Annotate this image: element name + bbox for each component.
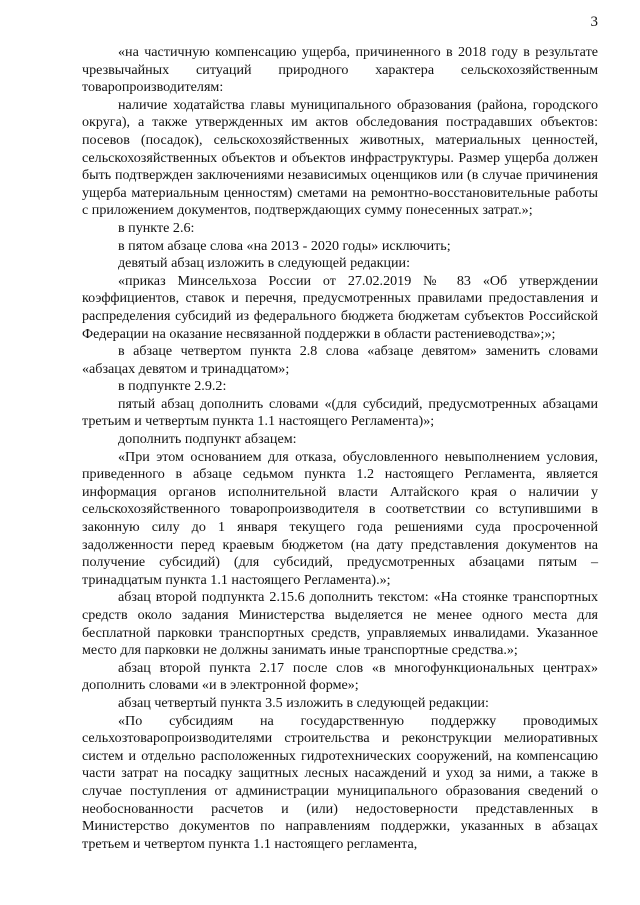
paragraph: абзац второй подпункта 2.15.6 дополнить текстом: «На стоянке транспортных средств около задания Министерства выделяется не менее одного места для бесплатной парковки транспортных средств, управляемых инвалидами. Указанное место для парковки не должны занимать иные транспортные средства.»;	[82, 589, 598, 659]
paragraph: в пятом абзаце слова «на 2013 - 2020 годы» исключить;	[118, 237, 451, 254]
paragraph: наличие ходатайства главы муниципального образования (района, городского округа), а также утвержденных им актов обследования пострадавших объектов: посевов (посадок), сельскохозяйственных животных, материальных ценностей, сельскохозяйственных объектов и объектов инфраструктуры. Размер ущерба должен быть подтвержден заключениями независимых оценщиков или (в случае причинения ущерба материальным ценностям) сметами на ремонтно-восстановительные работы с приложением документов, подтверждающих сумму понесенных затрат.»;	[82, 96, 598, 219]
paragraph: девятый абзац изложить в следующей редакции:	[118, 255, 411, 272]
paragraph: «По субсидиям на государственную поддержку проводимых сельхозтоваропроизводителями строительства и реконструкции мелиоративных систем и отдельно расположенных гидротехнических сооружений, на компенсацию части затрат на посадку защитных лесных насаждений и уход за ними, а также в случае поступления от администрации муниципального образования сведений о необоснованности расчетов и (или) недостоверности представленных в Министерство документов по направлениям поддержки, указанных в абзацах третьем и четвертом пункта 1.1 настоящего регламента,	[82, 712, 598, 852]
paragraph: в абзаце четвертом пункта 2.8 слова «абзаце девятом» заменить словами «абзацах девятом и тринадцатом»;	[82, 343, 598, 377]
paragraph: «на частичную компенсацию ущерба, причиненного в 2018 году в результате чрезвычайных ситуаций природного характера сельскохозяйственным товаропроизводителям:	[82, 44, 598, 96]
paragraph: абзац второй пункта 2.17 после слов «в многофункциональных центрах» дополнить словами «и в электронной форме»;	[82, 659, 598, 694]
paragraph: пятый абзац дополнить словами «(для субсидий, предусмотренных абзацами третьим и четвертым пункта 1.1 настоящего Регламента)»;	[82, 395, 598, 430]
paragraph: в пункте 2.6:	[118, 219, 195, 236]
page-number: 3	[590, 14, 598, 30]
paragraph: «приказ Минсельхоза России от 27.02.2019 № 83 «Об утверждении коэффициентов, ставок и перечня, предусмотренных правилами предоставления и распределения субсидий из федерального бюджета бюджетам субъектов Российской Федерации на оказание несвязанной поддержки в области растениеводства»;»;	[82, 272, 598, 342]
paragraph: «При этом основанием для отказа, обусловленного невыполнением условия, приведенного в абзаце седьмом пункта 1.2 настоящего Регламента, является информация органов исполнительной власти Алтайского края о наличии у сельскохозяйственного товаропроизводителя в соответствии со вступившими в законную силу до 1 января текущего года решениями суда просроченной задолженности перед краевым бюджетом (на дату представления документов на получение субсидий) (для субсидий, предусмотренных абзацами пятым – тринадцатым пункта 1.1 настоящего Регламента).»;	[82, 448, 598, 588]
paragraph: дополнить подпункт абзацем:	[118, 431, 297, 448]
document-body	[82, 44, 598, 853]
paragraph: абзац четвертый пункта 3.5 изложить в следующей редакции:	[118, 694, 489, 711]
paragraph: в подпункте 2.9.2:	[118, 378, 227, 395]
